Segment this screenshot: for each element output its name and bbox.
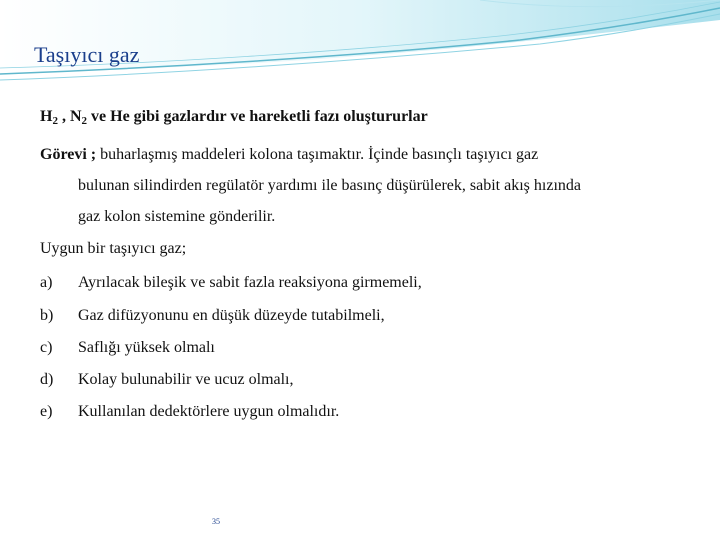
list-item-letter: d) (40, 371, 54, 388)
slide-title: Taşıyıcı gaz (34, 42, 140, 67)
intro-sep: , N (57, 108, 82, 125)
duty-label: Görevi ; (40, 146, 97, 163)
duty-line-3: gaz kolon sistemine gönderilir. (78, 208, 276, 225)
intro-n-subscript: 2 (81, 115, 88, 127)
duty-line-1 (40, 146, 538, 164)
list-item-letter: c) (40, 339, 53, 356)
intro-rest: ve He gibi gazlardır ve hareketli fazı oluştururlar (87, 108, 428, 125)
list-item-text: Kolay bulunabilir ve ucuz olmalı, (78, 371, 294, 388)
duty-line-2: bulunan silindirden regülatör yardımı ile basınç düşürülerek, sabit akış hızında (78, 177, 581, 194)
page-number: 35 (212, 517, 220, 526)
list-item-text: Gaz difüzyonunu en düşük düzeyde tutabilmeli, (78, 307, 385, 324)
list-item-text: Ayrılacak bileşik ve sabit fazla reaksiyona girmemeli, (78, 274, 422, 291)
intro-line (40, 108, 428, 127)
duty-text-1: buharlaşmış maddeleri kolona taşımaktır. İçinde basınçlı taşıyıcı gaz (96, 146, 539, 163)
list-item-letter: a) (40, 274, 53, 291)
list-item-letter: e) (40, 403, 53, 420)
requirements-heading: Uygun bir taşıyıcı gaz; (40, 240, 187, 257)
list-item-text: Kullanılan dedektörlere uygun olmalıdır. (78, 403, 340, 420)
list-item-text: Saflığı yüksek olmalı (78, 339, 215, 356)
intro-h-subscript: 2 (52, 115, 58, 127)
list-item-letter: b) (40, 307, 54, 324)
intro-h: H (40, 108, 53, 125)
